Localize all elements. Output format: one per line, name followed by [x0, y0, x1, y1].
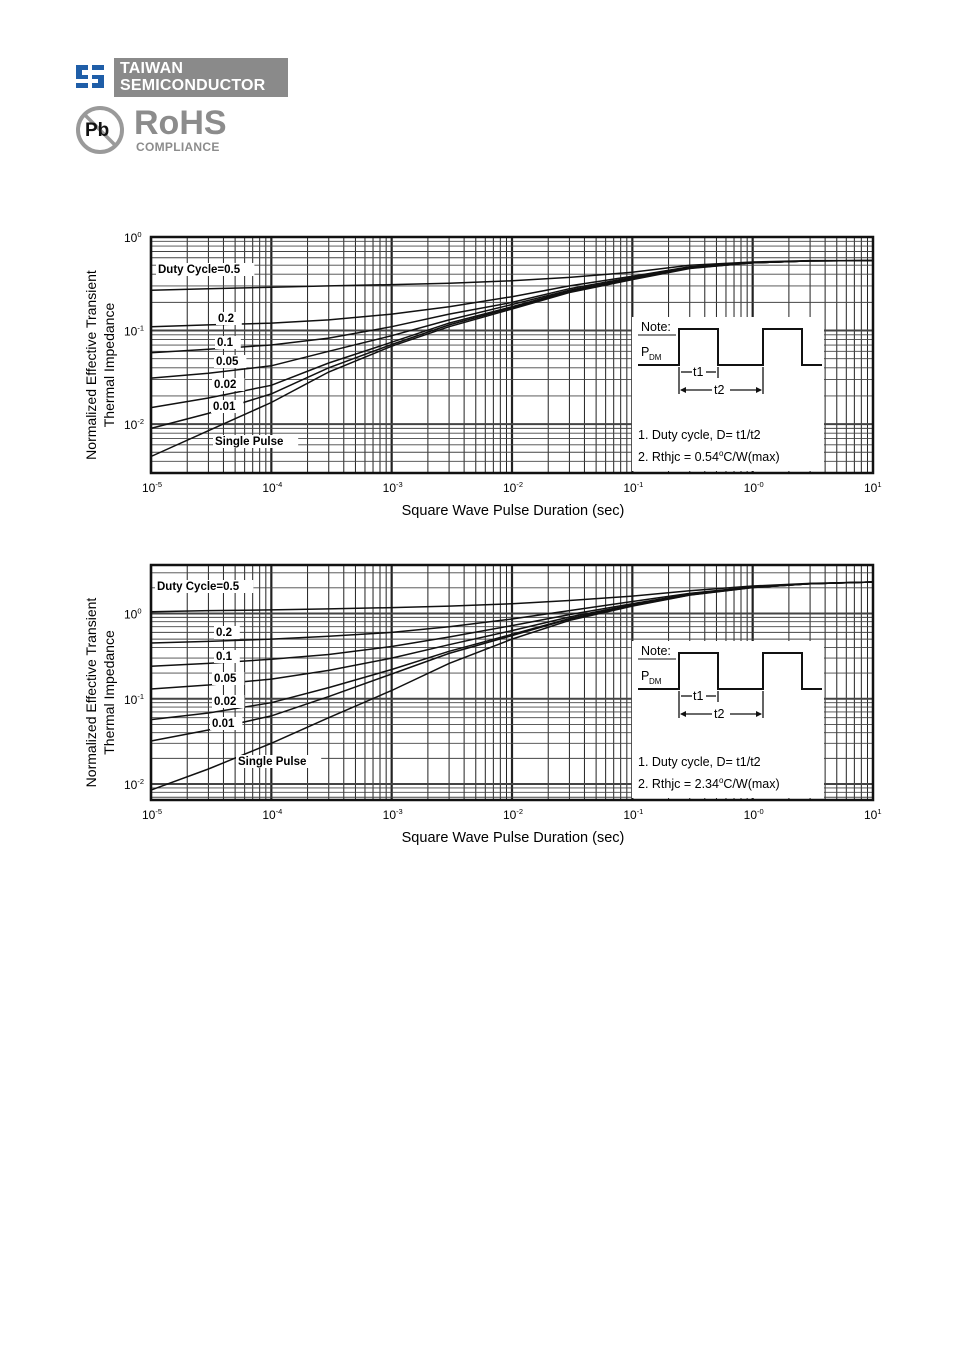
note-t2-label: t2: [714, 707, 725, 721]
x-tick-label: [623, 807, 643, 822]
x-tick-exponent: -0: [757, 480, 764, 489]
y-tick-exponent: 0: [137, 230, 142, 239]
x-tick-mantissa: 10: [743, 808, 758, 822]
x-tick-mantissa: 10: [503, 808, 517, 822]
x-tick-exponent: -2: [516, 480, 524, 489]
series-label-6: Single Pulse: [215, 436, 284, 448]
series-label-5: 0.01: [212, 718, 235, 730]
series-labels: [156, 263, 298, 448]
y-tick-mantissa: 10: [124, 418, 138, 433]
note-pdm-label: P: [641, 669, 650, 683]
thermal-impedance-chart-2: [0, 552, 954, 852]
series-label-4: 0.02: [214, 379, 237, 391]
note-t2-label: t2: [714, 383, 725, 397]
y-tick-exponent: -2: [137, 777, 145, 787]
note-panel: [632, 317, 824, 471]
y-tick-exponent: -1: [137, 323, 145, 333]
x-tick-mantissa: 10: [262, 808, 276, 822]
x-tick-mantissa: 10: [382, 481, 397, 495]
x-tick-exponent: -4: [275, 480, 283, 489]
x-tick-exponent: -5: [155, 807, 163, 816]
x-tick-exponent: -1: [636, 807, 644, 816]
rohs-pb-symbol: Pb: [85, 120, 110, 141]
rohs-badge: [76, 106, 256, 156]
x-tick-label: [383, 807, 403, 822]
series-label-0: Duty Cycle=0.5: [158, 264, 241, 276]
y-tick-mantissa: 10: [124, 324, 138, 339]
x-axis-title: Square Wave Pulse Duration (sec): [401, 830, 625, 846]
ts-logo-icon: [68, 58, 114, 97]
x-tick-label: [503, 480, 523, 495]
x-tick-label: [864, 480, 882, 495]
taiwan-semiconductor-logo: [68, 58, 288, 97]
x-tick-mantissa: 10: [623, 481, 637, 495]
note-title: Note:: [641, 320, 671, 334]
series-label-1: 0.2: [218, 313, 234, 325]
y-tick-mantissa: 10: [124, 607, 138, 622]
y-tick-label: [124, 230, 142, 245]
y-axis-title-line2: Thermal Impedance: [101, 630, 117, 755]
y-tick-mantissa: 10: [124, 778, 138, 793]
note-pdm-subscript: DM: [649, 677, 662, 686]
y-tick-label: [124, 606, 142, 621]
series-label-5: 0.01: [213, 401, 236, 413]
x-tick-exponent: -0: [757, 807, 764, 816]
x-tick-mantissa: 10: [503, 481, 517, 495]
note-duty-cycle-text: 1. Duty cycle, D= t1/t2: [638, 428, 761, 442]
note-pdm-label: P: [641, 345, 650, 359]
x-tick-exponent: -5: [155, 480, 163, 489]
series-label-4: 0.02: [214, 696, 237, 708]
x-tick-label: [262, 480, 282, 495]
x-tick-exponent: -3: [396, 480, 403, 489]
series-label-6: Single Pulse: [238, 756, 307, 768]
y-tick-label: [124, 692, 144, 707]
note-t1-label: t1: [693, 689, 704, 703]
y-axis-title-line1: Normalized Effective Transient: [83, 597, 99, 788]
x-tick-label: [623, 480, 643, 495]
series-label-3: 0.05: [216, 356, 239, 368]
logo-line1: TAIWAN: [120, 60, 184, 77]
note-degree-symbol: o: [718, 449, 724, 458]
note-rthjc-unit: C/W(max): [723, 450, 780, 464]
series-label-3: 0.05: [214, 673, 237, 685]
series-label-2: 0.1: [217, 337, 233, 349]
note-degree-symbol: o: [718, 776, 724, 785]
y-tick-mantissa: 10: [124, 231, 138, 245]
series-label-0: Duty Cycle=0.5: [157, 581, 240, 593]
series-label-1: 0.2: [216, 627, 232, 639]
note-t1-label: t1: [693, 365, 704, 379]
x-tick-mantissa: 10: [262, 481, 276, 495]
y-tick-label: [124, 777, 144, 792]
x-tick-mantissa: 10: [743, 481, 758, 495]
x-tick-mantissa: 10: [864, 481, 878, 495]
x-tick-label: [142, 807, 162, 822]
note-duty-cycle-text: 1. Duty cycle, D= t1/t2: [638, 755, 761, 769]
note-box: [632, 641, 824, 798]
rohs-title: RoHS: [134, 104, 227, 142]
y-tick-exponent: -1: [137, 691, 145, 701]
x-tick-mantissa: 10: [142, 481, 156, 495]
note-pdm-subscript: DM: [649, 353, 662, 362]
x-tick-exponent: 1: [877, 480, 882, 489]
note-rthjc-text: [638, 776, 780, 791]
series-labels: [155, 580, 321, 768]
x-tick-mantissa: 10: [382, 808, 397, 822]
x-tick-label: [503, 807, 523, 822]
x-tick-mantissa: 10: [864, 808, 878, 822]
x-axis-title: Square Wave Pulse Duration (sec): [401, 503, 625, 519]
note-title: Note:: [641, 644, 671, 658]
x-tick-exponent: -2: [516, 807, 524, 816]
note-panel: [632, 641, 824, 798]
company-name: [120, 60, 265, 94]
x-tick-mantissa: 10: [142, 808, 156, 822]
note-rthjc-unit: C/W(max): [723, 777, 780, 791]
x-tick-label: [864, 807, 882, 822]
x-tick-exponent: 1: [877, 807, 882, 816]
y-axis-title-line1: Normalized Effective Transient: [83, 270, 99, 460]
x-tick-exponent: -1: [636, 480, 644, 489]
rohs-subtitle: COMPLIANCE: [136, 140, 220, 154]
thermal-impedance-chart-1: [0, 225, 954, 525]
note-rthjc-text: [638, 449, 780, 464]
x-tick-label: [383, 480, 403, 495]
x-tick-exponent: -3: [396, 807, 403, 816]
note-box: [632, 317, 824, 471]
logo-line2: SEMICONDUCTOR: [120, 77, 266, 94]
note-rthjc-value: 2. Rthjc = 2.34: [638, 777, 719, 791]
x-tick-label: [744, 807, 764, 822]
x-tick-label: [142, 480, 162, 495]
y-tick-label: [124, 417, 144, 432]
y-axis-title-line2: Thermal Impedance: [101, 302, 117, 428]
series-label-2: 0.1: [216, 651, 232, 663]
y-tick-exponent: -2: [137, 417, 145, 427]
y-tick-mantissa: 10: [124, 692, 138, 707]
x-tick-exponent: -4: [275, 807, 283, 816]
y-tick-label: [124, 324, 144, 339]
y-tick-exponent: 0: [137, 606, 142, 616]
x-tick-label: [262, 807, 282, 822]
x-tick-mantissa: 10: [623, 808, 637, 822]
x-tick-label: [744, 480, 764, 495]
note-rthjc-value: 2. Rthjc = 0.54: [638, 450, 719, 464]
